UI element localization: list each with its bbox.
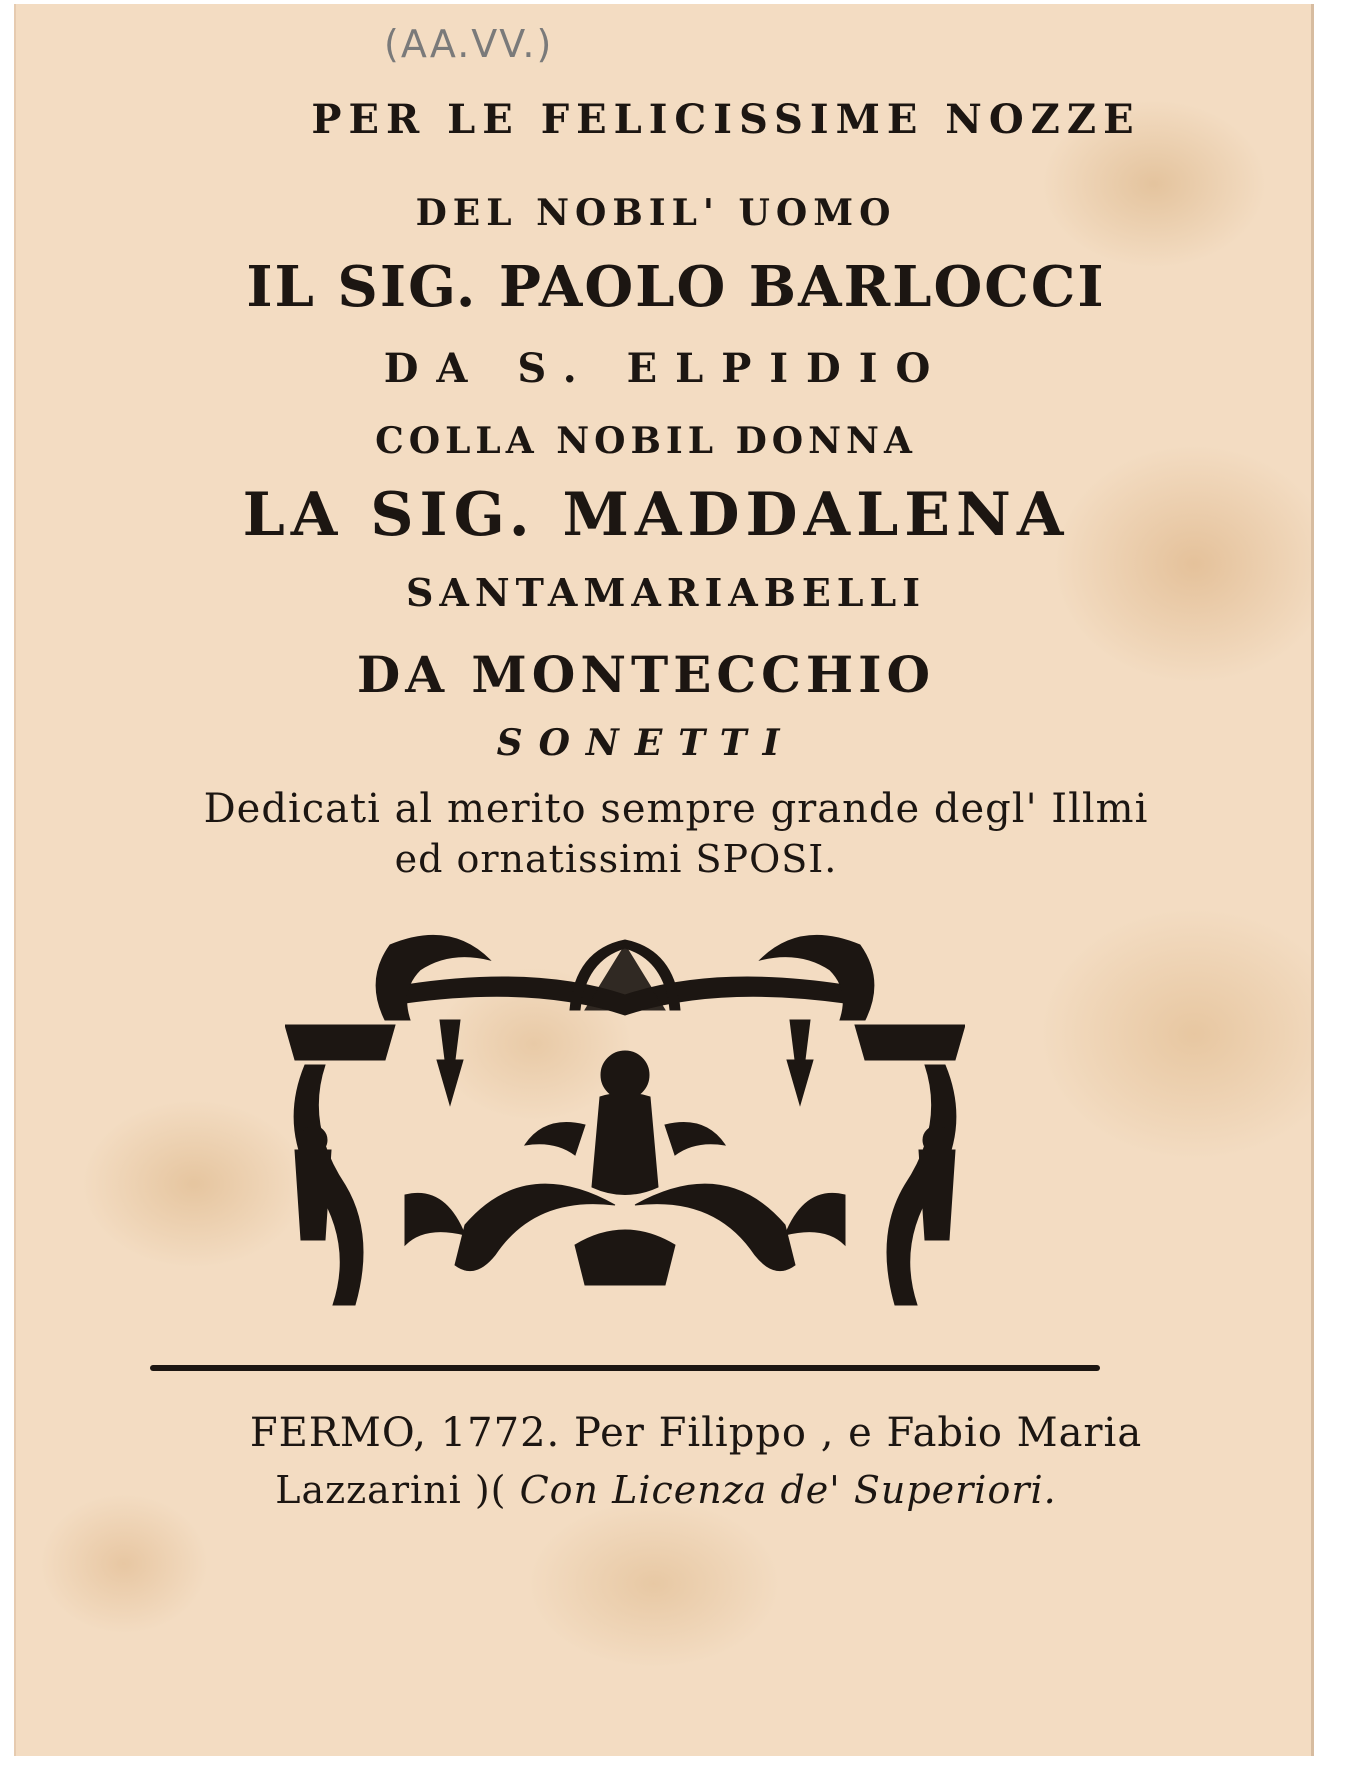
groom-origin: DA S. ELPIDIO (383, 345, 949, 392)
title-line-5: COLLA NOBIL DONNA (375, 420, 917, 462)
imprint-line-1: FERMO, 1772. Per Filippo , e Fabio Maria (249, 1410, 1143, 1456)
title-line-1: PER LE FELICISSIME NOZZE (311, 96, 1141, 143)
title-line-2: DEL NOBIL' UOMO (415, 192, 897, 234)
baroque-woodcut-ornament-icon (285, 925, 965, 1325)
groom-name: IL SIG. PAOLO BARLOCCI (246, 254, 1106, 320)
bride-origin: DA MONTECCHIO (356, 645, 936, 704)
dedication-line-1: Dedicati al merito sempre grande degl' Illmi (203, 786, 1149, 832)
bride-name: LA SIG. MADDALENA (242, 480, 1070, 550)
bride-surname: SANTAMARIABELLI (405, 570, 927, 615)
genre-title: SONETTI (496, 722, 796, 764)
horizontal-rule (150, 1365, 1100, 1371)
imprint-license: Con Licenza de' Superiori. (519, 1468, 1057, 1512)
handwritten-note: (AA.VV.) (384, 22, 554, 66)
imprint-line-2 (0, 1468, 1342, 1512)
imprint-printer: Lazzarini )( (275, 1468, 507, 1512)
dedication-line-2: ed ornatissimi SPOSI. (394, 837, 838, 881)
